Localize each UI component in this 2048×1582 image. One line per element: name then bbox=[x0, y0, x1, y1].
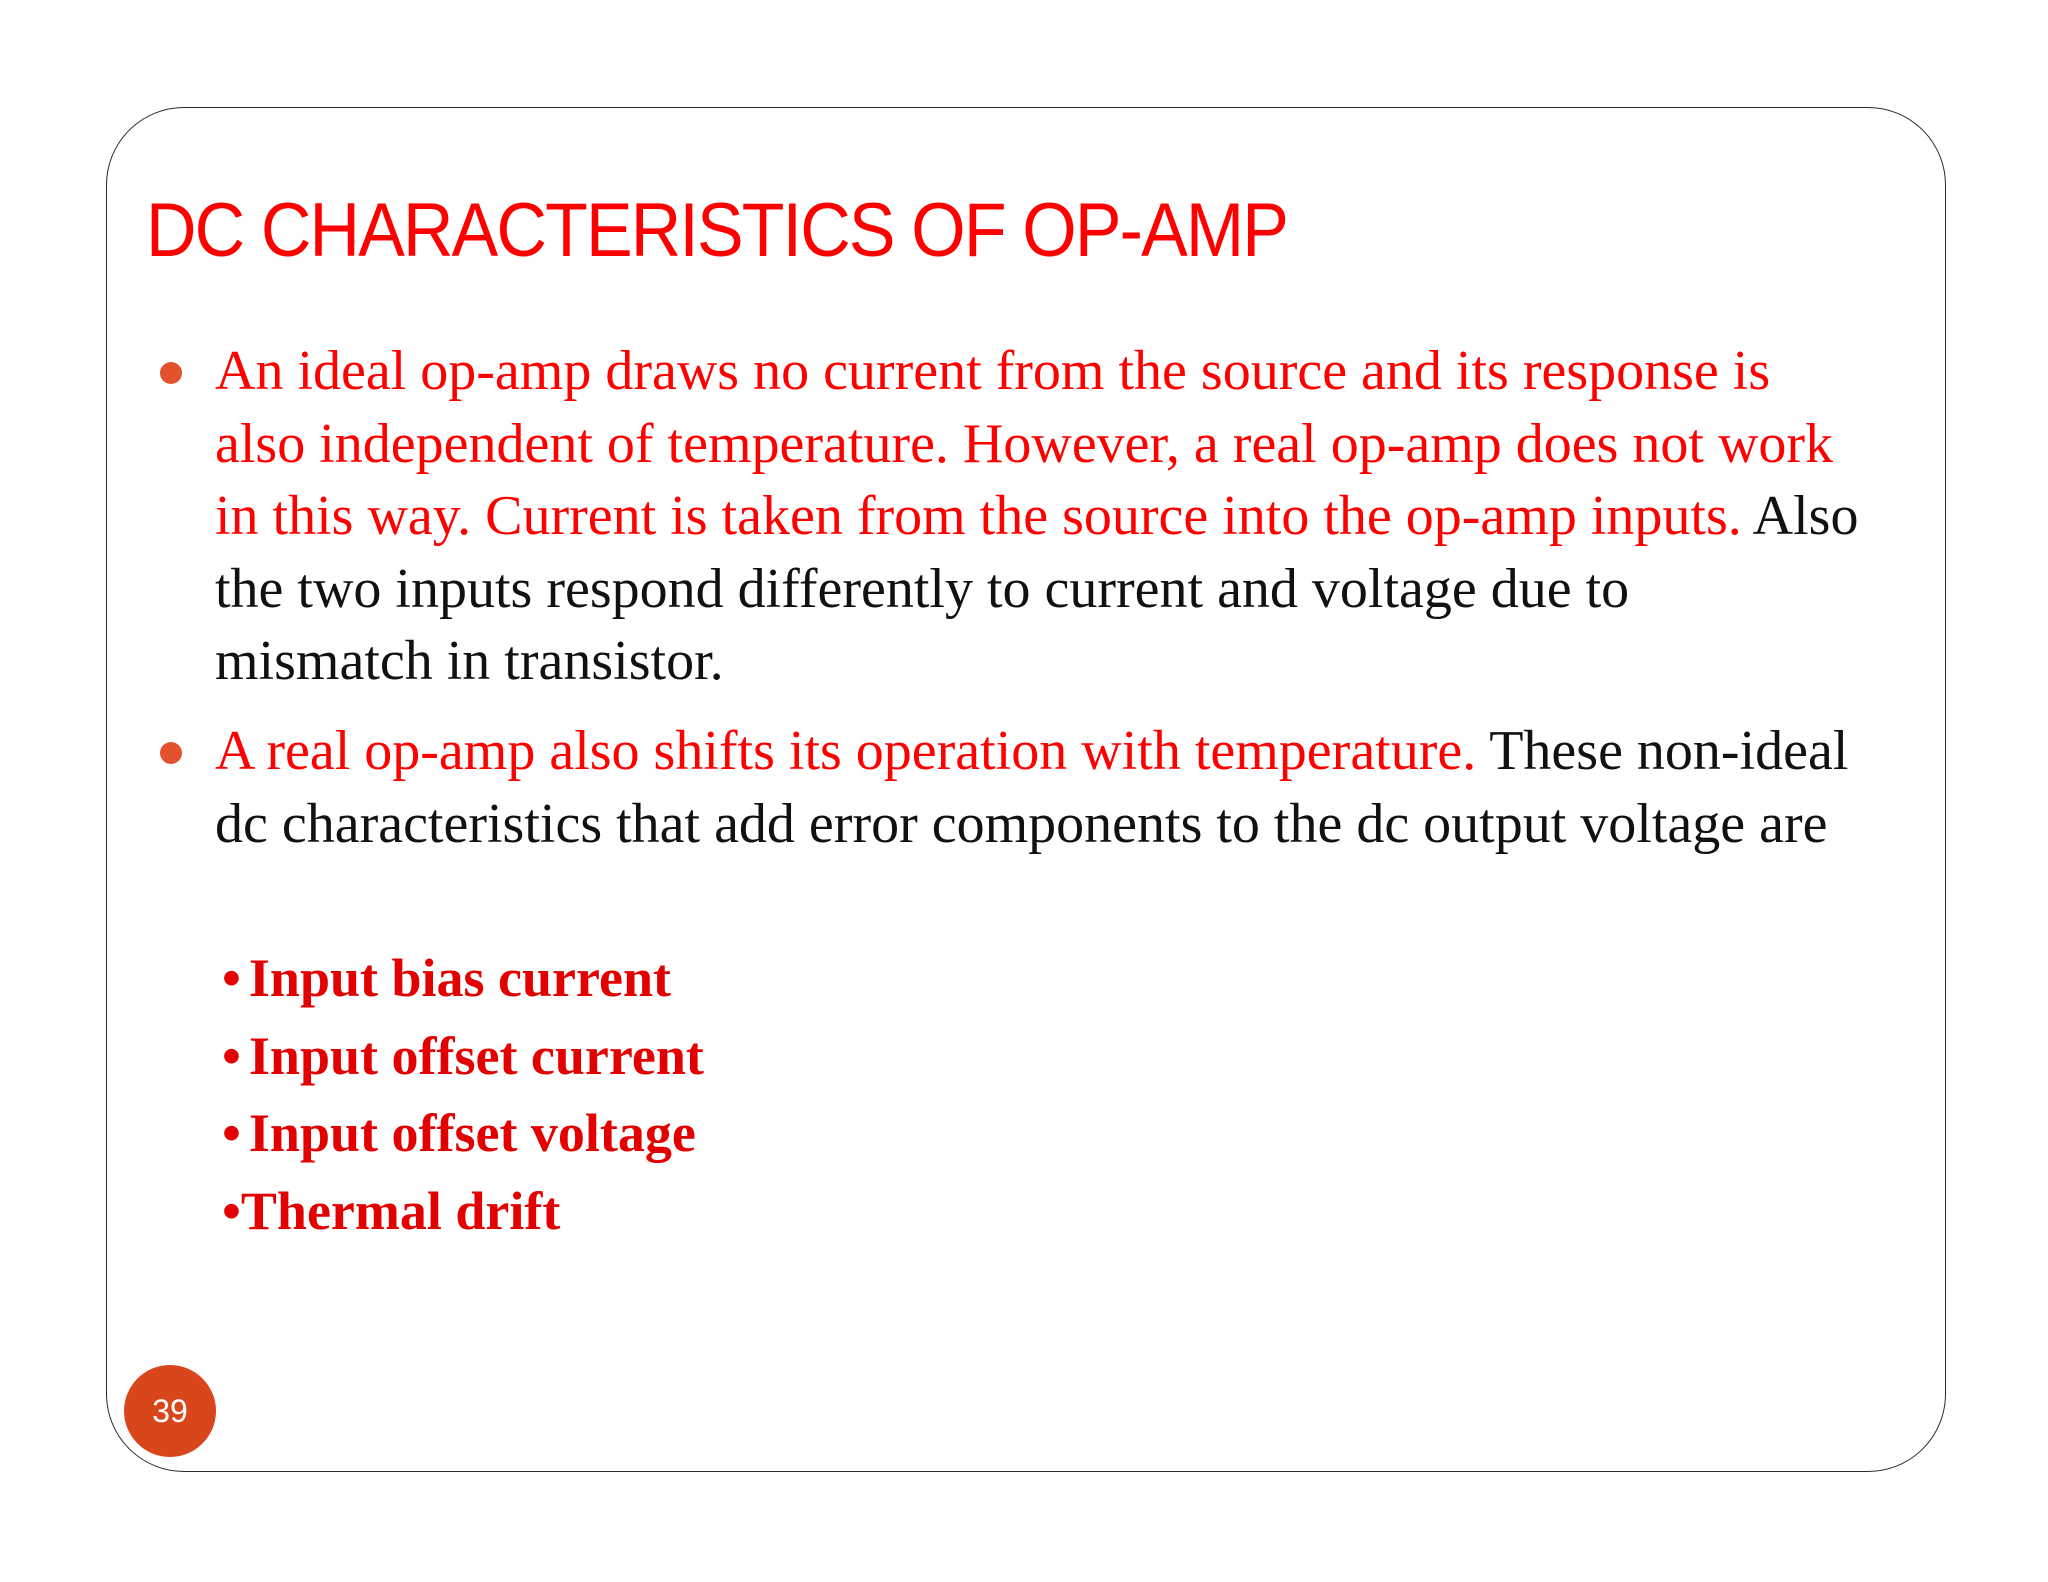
bullet-2-red-text: A real op-amp also shifts its operation with temperature. bbox=[215, 720, 1490, 782]
sub-item-label: Input offset voltage bbox=[248, 1103, 696, 1163]
sub-bullet-marker: • bbox=[222, 1103, 241, 1163]
bullet-item-2 bbox=[160, 715, 1860, 860]
sub-item-label: Input bias current bbox=[248, 948, 671, 1008]
bullet-dot-icon bbox=[160, 362, 182, 384]
sub-item-label: Thermal drift bbox=[240, 1180, 561, 1241]
bullet-text-2 bbox=[160, 715, 1860, 860]
page-number: 39 bbox=[152, 1392, 188, 1429]
sub-item-label: Input offset current bbox=[248, 1025, 704, 1086]
bullet-item-1 bbox=[160, 335, 1860, 698]
list-item bbox=[222, 1018, 704, 1096]
page-number-badge bbox=[124, 1365, 216, 1457]
slide-title: DC CHARACTERISTICS OF OP-AMP bbox=[146, 188, 1288, 273]
bullet-2-black-text: These non-ideal dc characteristics that add error components to the dc output voltage are bbox=[215, 720, 1849, 855]
bullet-text-1 bbox=[160, 335, 1860, 698]
error-components-list bbox=[222, 940, 704, 1250]
sub-bullet-marker: • bbox=[222, 1025, 241, 1086]
list-item bbox=[222, 1095, 704, 1173]
sub-bullet-marker: • bbox=[222, 1180, 241, 1241]
bullet-1-red-text: An ideal op-amp draws no current from the source and its response is also independent of temperature. However, a real op-amp does not work in this way. Current is taken from the source into the op-amp inputs. bbox=[215, 340, 1834, 547]
bullet-dot-icon bbox=[160, 742, 182, 764]
bullet-1-black-text: Also the two inputs respond differently to current and voltage due to mismatch in transistor. bbox=[215, 485, 1859, 692]
list-item bbox=[222, 940, 704, 1018]
list-item bbox=[222, 1173, 704, 1251]
sub-bullet-marker: • bbox=[222, 948, 241, 1008]
